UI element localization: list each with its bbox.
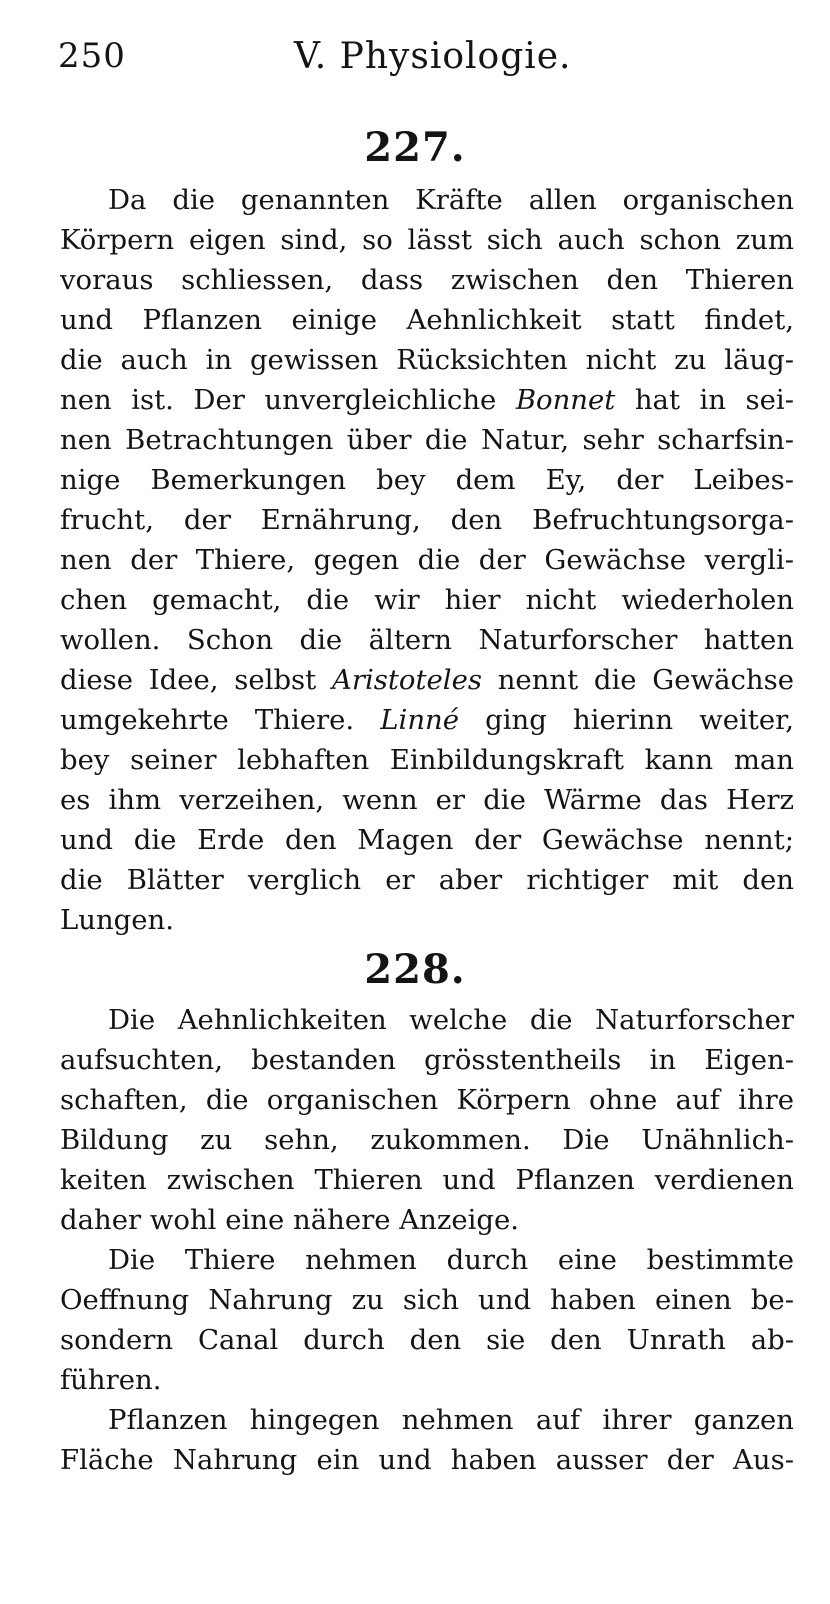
section-number-227: 227. xyxy=(364,124,466,171)
text-line: Lungen. xyxy=(60,904,175,936)
text-line: Fläche Nahrung ein und haben ausser der Aus- xyxy=(60,1444,794,1476)
text-line: daher wohl eine nähere Anzeige. xyxy=(60,1204,520,1236)
text-line: es ihm verzeihen, wenn er die Wärme das Herz xyxy=(60,784,794,816)
italic-name: Linné xyxy=(380,704,460,736)
paragraph-228-3 xyxy=(60,1400,794,1480)
page-header xyxy=(58,36,794,92)
text-line: aufsuchten, bestanden grösstentheils in Eigen- xyxy=(60,1044,794,1076)
text-line: sondern Canal durch den sie den Unrath ab- xyxy=(60,1324,794,1356)
text-line: und Pflanzen einige Aehnlichkeit statt findet, xyxy=(60,304,794,336)
text-line: die Blätter verglich er aber richtiger mit den xyxy=(60,864,794,896)
text-line-bonnet: nen ist. Der unvergleichliche Bonnet hat in sei- xyxy=(60,384,794,416)
text-line: keiten zwischen Thieren und Pflanzen verdienen xyxy=(60,1164,794,1196)
text-line: wollen. Schon die ältern Naturforscher hatten xyxy=(60,624,794,656)
text-line-linne: umgekehrte Thiere. Linné ging hierinn weiter, xyxy=(60,704,794,736)
italic-name: Bonnet xyxy=(515,384,616,416)
text-line: Die Thiere nehmen durch eine bestimmte xyxy=(108,1244,794,1276)
text-line: nen Betrachtungen über die Natur, sehr scharfsin- xyxy=(60,424,794,456)
text-line-aristoteles: diese Idee, selbst Aristoteles nennt die Gewächse xyxy=(60,664,794,696)
text-line: nen der Thiere, gegen die der Gewächse vergli- xyxy=(60,544,794,576)
text-line: Die Aehnlichkeiten welche die Naturforscher xyxy=(108,1004,794,1036)
section-number-228: 228. xyxy=(364,946,466,993)
text-line: und die Erde den Magen der Gewächse nennt; xyxy=(60,824,794,856)
paragraph-228-2 xyxy=(60,1240,794,1400)
text-line: Oeffnung Nahrung zu sich und haben einen be- xyxy=(60,1284,794,1316)
text-line: chen gemacht, die wir hier nicht wiederholen xyxy=(60,584,794,616)
text-line: voraus schliessen, dass zwischen den Thieren xyxy=(60,264,794,296)
text-line: frucht, der Ernährung, den Befruchtungsorga- xyxy=(60,504,794,536)
text-line: Körpern eigen sind, so lässt sich auch schon zum xyxy=(60,224,794,256)
paragraph-227 xyxy=(60,180,794,940)
paragraph-228-1 xyxy=(60,1000,794,1240)
text-line: Da die genannten Kräfte allen organischen xyxy=(108,184,794,216)
text-line: nige Bemerkungen bey dem Ey, der Leibes- xyxy=(60,464,794,496)
running-head: V. Physiologie. xyxy=(294,36,572,77)
text-line: Pflanzen hingegen nehmen auf ihrer ganzen xyxy=(108,1404,794,1436)
text-line: schaften, die organischen Körpern ohne auf ihre xyxy=(60,1084,794,1116)
text-line: bey seiner lebhaften Einbildungskraft kann man xyxy=(60,744,794,776)
text-line: die auch in gewissen Rücksichten nicht zu läug- xyxy=(60,344,794,376)
italic-name: Aristoteles xyxy=(331,664,482,696)
page-number: 250 xyxy=(58,36,126,76)
text-line: führen. xyxy=(60,1364,162,1396)
text-line: Bildung zu sehn, zukommen. Die Unähnlich- xyxy=(60,1124,794,1156)
